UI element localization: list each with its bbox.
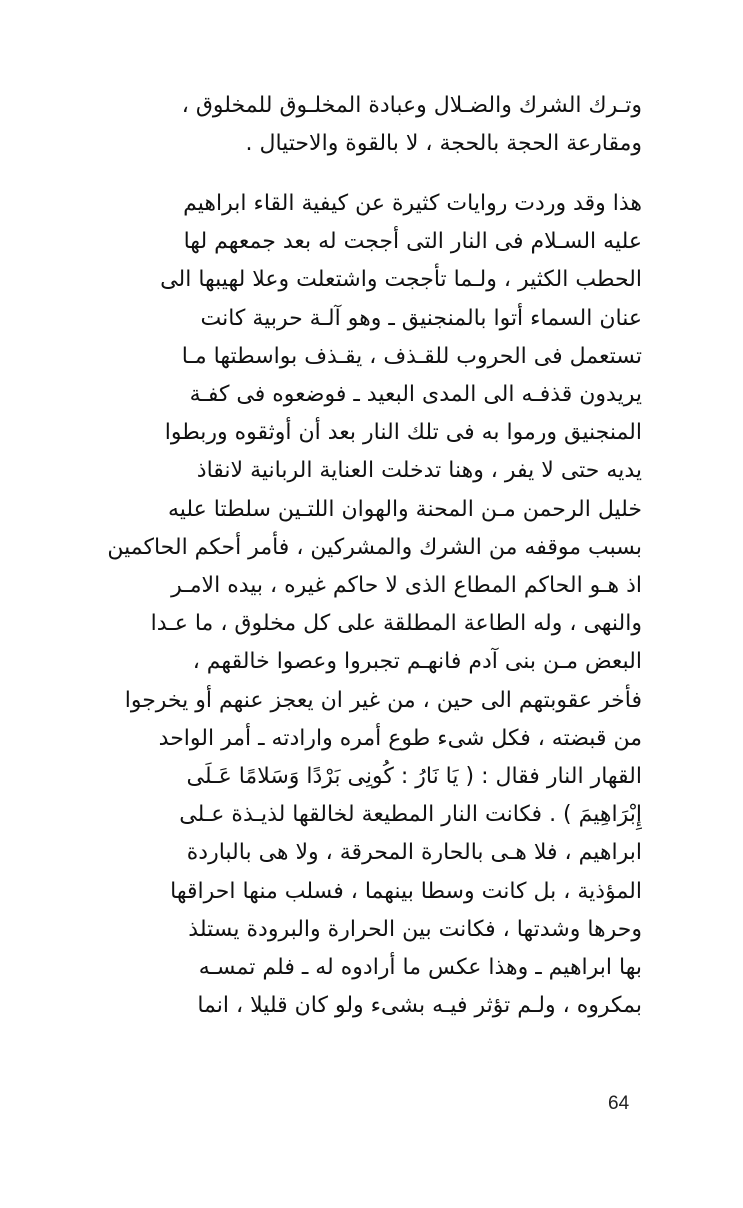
text-line: هذا وقد وردت روايات كثيرة عن كيفية القاء ابراهيم	[183, 191, 642, 216]
text-line: المؤذية ، بل كانت وسطا بينهما ، فسلب منها احراقها	[170, 878, 642, 904]
text-line: المنجنيق ورموا به فى تلك النار بعد أن أوثقوه وربطوا	[164, 420, 642, 446]
text-line: البعض مـن بنى آدم فانهـم تجبروا وعصوا خالقهم ،	[192, 649, 642, 675]
text-line: بها ابراهيم ـ وهذا عكس ما أرادوه له ـ فلم تمسـه	[198, 955, 642, 981]
text-line: الحطب الكثير ، ولـما تأججت واشتعلت وعلا لهيبها الى	[160, 267, 642, 293]
page-number: 64	[608, 1093, 630, 1114]
text-line: عنان السماء أتوا بالمنجنيق ـ وهو آلـة حربية كانت	[200, 305, 642, 331]
text-line: يريدون قذفـه الى المدى البعيد ـ فوضعوه فى كفـة	[189, 382, 642, 408]
text-line: بسبب موقفه من الشرك والمشركين ، فأمر أحكم الحاكمين	[107, 534, 642, 560]
quran-verse-line: إِبْرَاهِيمَ ) . فكانت النار المطيعة لخالقها لذيـذة عـلى	[179, 802, 642, 828]
text-line: وتـرك الشرك والضـلال وعبادة المخلـوق للمخلوق ،	[181, 93, 642, 118]
text-line: ابراهيم ، فلا هـى بالحارة المحرقة ، ولا هى بالباردة	[186, 840, 642, 866]
text-line: اذ هـو الحاكم المطاع الذى لا حاكم غيره ، بيده الامـر	[171, 573, 642, 599]
quran-verse-line: القهار النار فقال : ( يَا نَارُ : كُونِى بَرْدًا وَسَلامًا عَـلَى	[186, 764, 642, 790]
text-line: تستعمل فى الحروب للقـذف ، يقـذف بواسطتها مـا	[181, 343, 642, 369]
text-line: ومقارعة الحجة بالحجة ، لا بالقوة والاحتيال .	[245, 131, 642, 157]
text-line: وحرها وشدتها ، فكانت بين الحرارة والبرودة يستلذ	[188, 916, 642, 942]
text-line: يديه حتى لا يفر ، وهنا تدخلت العناية الربانية لانقاذ	[196, 458, 642, 484]
text-line: خليل الرحمن مـن المحنة والهوان اللتـين سلطتا عليه	[167, 496, 642, 522]
text-line: من قبضته ، فكل شىء طوع أمره وارادته ـ أمر الواحد	[158, 725, 642, 751]
text-line: والنهى ، وله الطاعة المطلقة على كل مخلوق ، ما عـدا	[150, 611, 642, 637]
text-line: عليه السـلام فى النار التى أججت له بعد جمعهم لها	[183, 229, 642, 255]
intro-paragraph	[64, 87, 642, 163]
text-line: بمكروه ، ولـم تؤثر فيـه بشىء ولو كان قليلا ، انما	[197, 993, 642, 1019]
main-paragraph	[64, 185, 642, 1025]
text-line: فأخر عقوبتهم الى حين ، من غير ان يعجز عنهم أو يخرجوا	[124, 687, 642, 713]
